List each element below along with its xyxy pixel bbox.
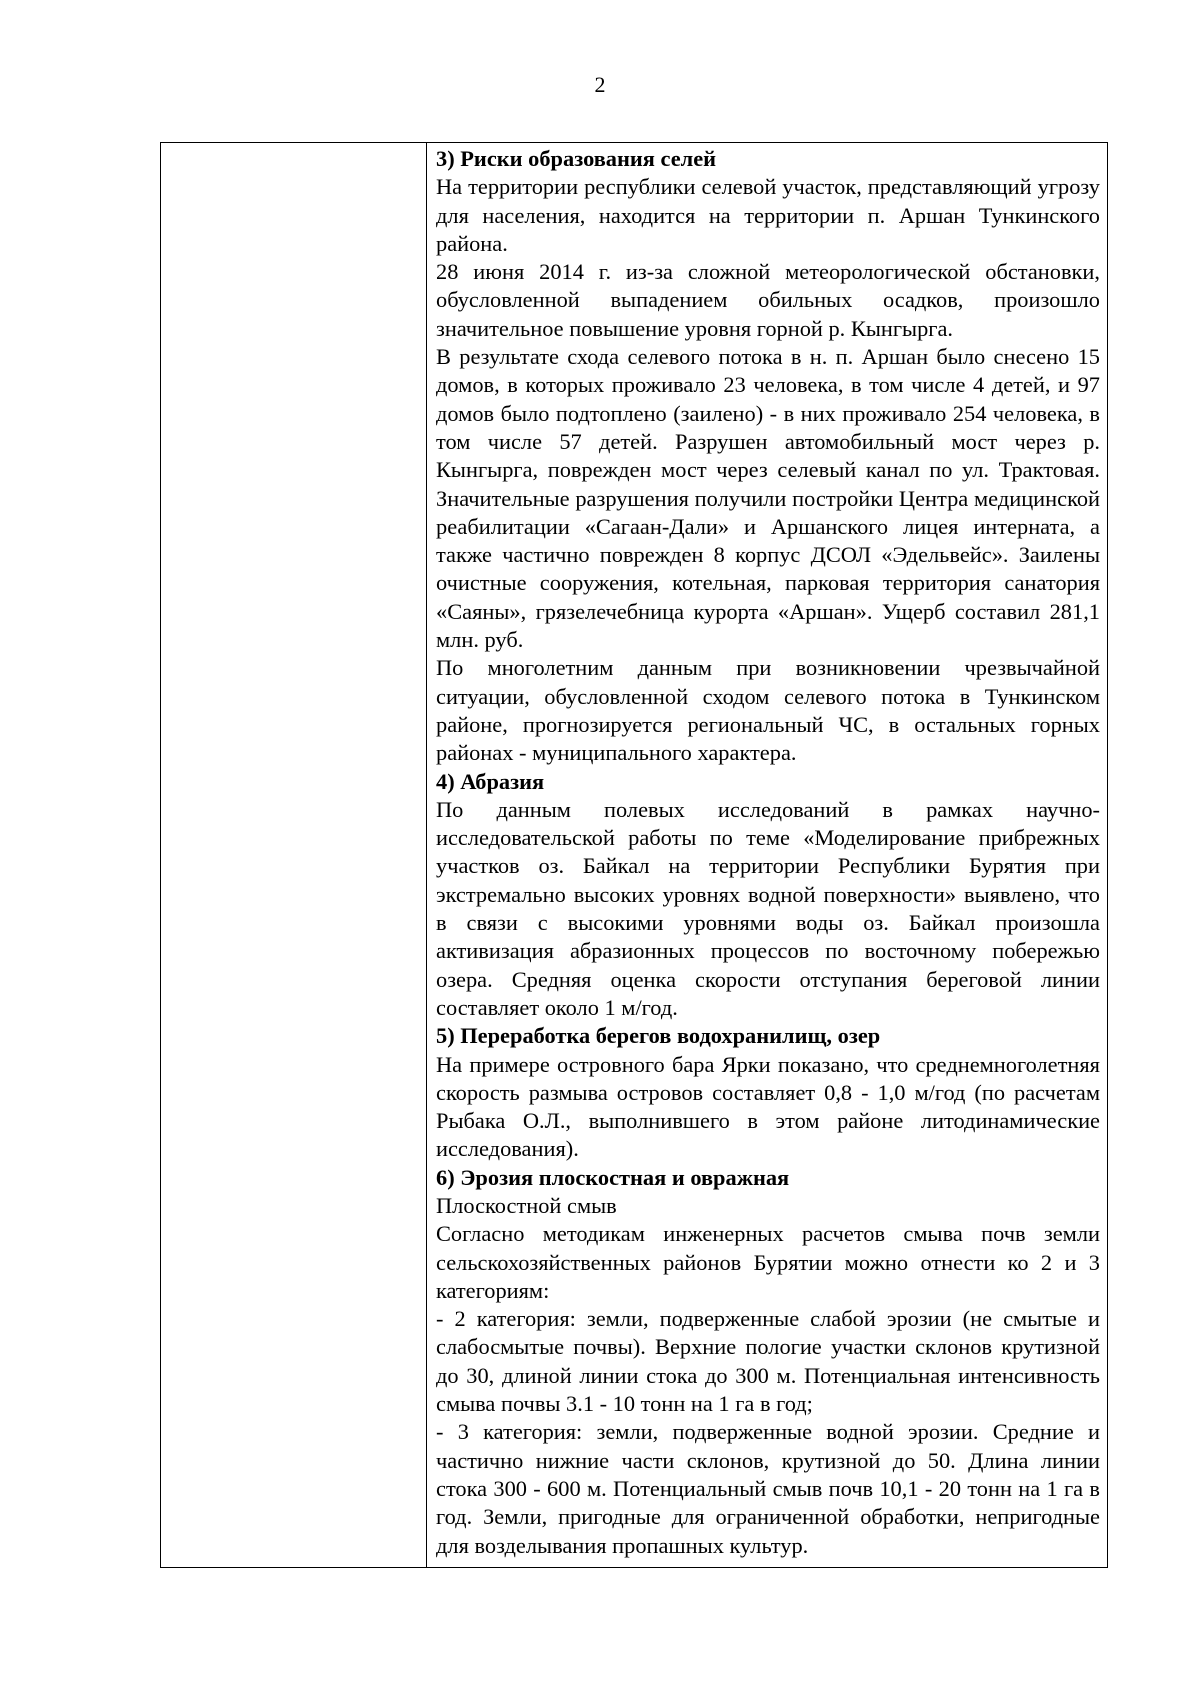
content-table — [160, 142, 1108, 1568]
table-left-cell — [161, 143, 427, 1567]
paragraph: - 3 категория: земли, подверженные водной эрозии. Средние и частично нижние части склонов, крутизной до 50. Длина линии стока 300 - 600 м. Потенциальный смыв почв 10,1 - 20 тонн на 1 га в год. Земли, пригодные для ограниченной обработки, непригодные для возделывания пропашных культур. — [436, 1419, 1100, 1558]
section-heading-abrasion: 4) Абразия — [436, 768, 545, 794]
paragraph: Согласно методикам инженерных расчетов смыва почв земли сельскохозяйственных районов Бурятии можно отнести ко 2 и 3 категориям: — [436, 1221, 1100, 1303]
paragraph: По многолетним данным при возникновении чрезвычайной ситуации, обусловленной сходом селевого потока в Тункинском районе, прогнозируется региональный ЧС, в остальных горных районах - муниципального характера. — [436, 655, 1100, 766]
section-heading-shore: 5) Переработка берегов водохранилищ, озер — [436, 1023, 881, 1049]
paragraph: - 2 категория: земли, подверженные слабой эрозии (не смытые и слабосмытые почвы). Верхние пологие участки склонов крутизной до 30, длиной линии стока до 300 м. Потенциальная интенсивность смыва почвы 3.1 - 10 тонн на 1 га в год; — [436, 1306, 1100, 1417]
paragraph: В результате схода селевого потока в н. п. Аршан было снесено 15 домов, в которых проживало 23 человека, в том числе 4 детей, и 97 домов было подтоплено (заилено) - в них проживало 254 человека, в том числе 57 детей. Разрушен автомобильный мост через р. Кынгырга, поврежден мост через селевый канал по ул. Трактовая. Значительные разрушения получили постройки Центра медицинской реабилитации «Сагаан-Дали» и Аршанского лицея интерната, а также частично поврежден 8 корпус ДСОЛ «Эдельвейс». Заилены очистные сооружения, котельная, парковая территория санатория «Саяны», грязелечебница курорта «Аршан». Ущерб составил 281,1 млн. руб. — [436, 344, 1100, 653]
paragraph: 28 июня 2014 г. из-за сложной метеорологической обстановки, обусловленной выпадением обильных осадков, произошло значительное повышение уровня горной р. Кынгырга. — [436, 259, 1100, 341]
paragraph: На территории республики селевой участок, представляющий угрозу для населения, находится на территории п. Аршан Тункинского района. — [436, 174, 1100, 256]
subheading: Плоскостной смыв — [436, 1192, 617, 1218]
section-heading-mudflow: 3) Риски образования селей — [436, 146, 717, 171]
paragraph: По данным полевых исследований в рамках научно-исследовательской работы по теме «Моделирование прибрежных участков оз. Байкал на территории Республики Бурятия при экстремально высоких уровнях водной поверхности» выявлено, что в связи с высокими уровнями воды оз. Байкал произошла активизация абразионных процессов по восточному побережью озера. Средняя оценка скорости отступания береговой линии составляет около 1 м/год. — [436, 796, 1100, 1020]
table-right-cell — [427, 143, 1107, 1567]
paragraph: На примере островного бара Ярки показано, что среднемноголетняя скорость размыва островов составляет 0,8 - 1,0 м/год (по расчетам Рыбака О.Л., выполнившего в этом районе литодинамические исследования). — [436, 1051, 1100, 1162]
section-heading-erosion: 6) Эрозия плоскостная и овражная — [436, 1164, 790, 1190]
page-number: 2 — [594, 72, 606, 97]
